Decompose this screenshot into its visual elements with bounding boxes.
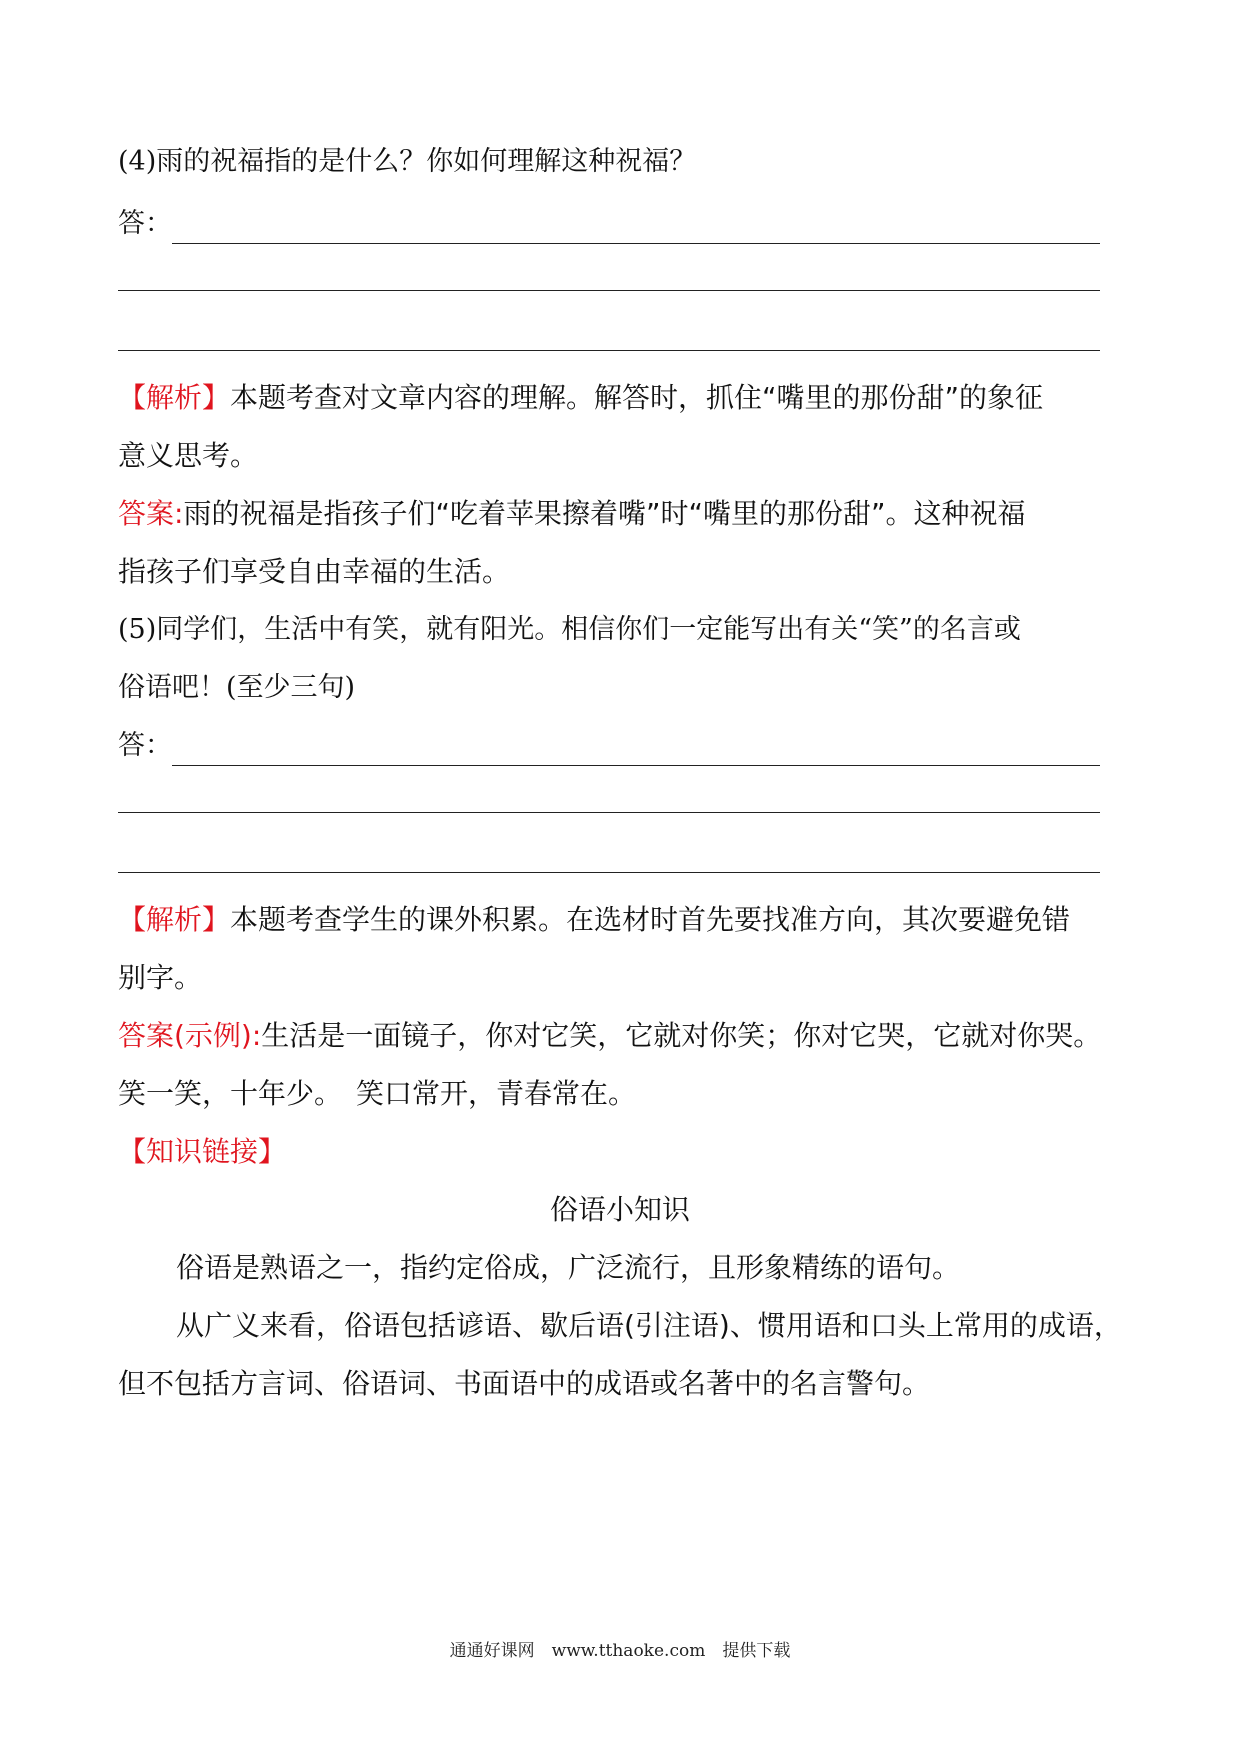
answer-q4-line1: [118, 494, 1130, 534]
answer-prefix: 答：: [118, 730, 172, 761]
analysis-text: 本题考查对文章内容的理解。解答时，抓住“嘴里的那份甜”的象征: [230, 381, 1044, 414]
answer-line-q5-1[interactable]: [118, 726, 1130, 766]
analysis-q5-line1: [118, 900, 1130, 940]
question-4: (4)雨的祝福指的是什么？你如何理解这种祝福？: [118, 146, 697, 177]
answer-prefix: 答：: [118, 208, 172, 239]
answer-line-q4-1[interactable]: [118, 204, 1130, 244]
answer-text: 雨的祝福是指孩子们“吃着苹果擦着嘴”时“嘴里的那份甜”。这种祝福: [183, 497, 1026, 530]
knowledge-para2-line1: 从广义来看，俗语包括谚语、歇后语(引注语)、惯用语和口头上常用的成语，: [176, 1309, 1122, 1342]
knowledge-para1: 俗语是熟语之一，指约定俗成，广泛流行，且形象精练的语句。: [176, 1251, 961, 1284]
answer-q5-line2: 笑一笑，十年少。 笑口常开，青春常在。: [118, 1077, 637, 1110]
analysis-text: 本题考查学生的课外积累。在选材时首先要找准方向，其次要避免错: [230, 903, 1071, 936]
analysis-q4-line2: 意义思考。: [118, 439, 259, 472]
knowledge-title: 俗语小知识: [549, 1193, 690, 1226]
answer-blank[interactable]: [172, 219, 1100, 244]
analysis-q5-line2: 别字。: [118, 961, 203, 994]
question-5-line1: (5)同学们，生活中有笑，就有阳光。相信你们一定能写出有关“笑”的名言或: [118, 614, 1021, 645]
analysis-tag: 【解析】: [118, 381, 231, 414]
analysis-tag: 【解析】: [118, 903, 231, 936]
answer-q4-line2: 指孩子们享受自由幸福的生活。: [118, 555, 511, 588]
analysis-q4-line1: [118, 378, 1130, 418]
knowledge-para2-line2: 但不包括方言词、俗语词、书面语中的成语或名著中的名言警句。: [118, 1367, 931, 1400]
answer-blank[interactable]: [172, 741, 1100, 766]
answer-line-q4-2[interactable]: [118, 290, 1100, 291]
page-footer: 通通好课网 www.tthaoke.com 提供下载: [449, 1641, 791, 1661]
answer-line-q5-2[interactable]: [118, 812, 1100, 813]
answer-tag: 答案(示例):: [118, 1019, 262, 1052]
answer-line-q4-3[interactable]: [118, 350, 1100, 351]
answer-tag: 答案:: [118, 497, 184, 530]
answer-line-q5-3[interactable]: [118, 872, 1100, 873]
knowledge-tag: 【知识链接】: [118, 1135, 287, 1168]
answer-q5-line1: [118, 1016, 1130, 1056]
question-5-line2: 俗语吧！(至少三句): [118, 672, 356, 703]
answer-text: 生活是一面镜子，你对它笑，它就对你笑；你对它哭，它就对你哭。: [261, 1019, 1102, 1052]
